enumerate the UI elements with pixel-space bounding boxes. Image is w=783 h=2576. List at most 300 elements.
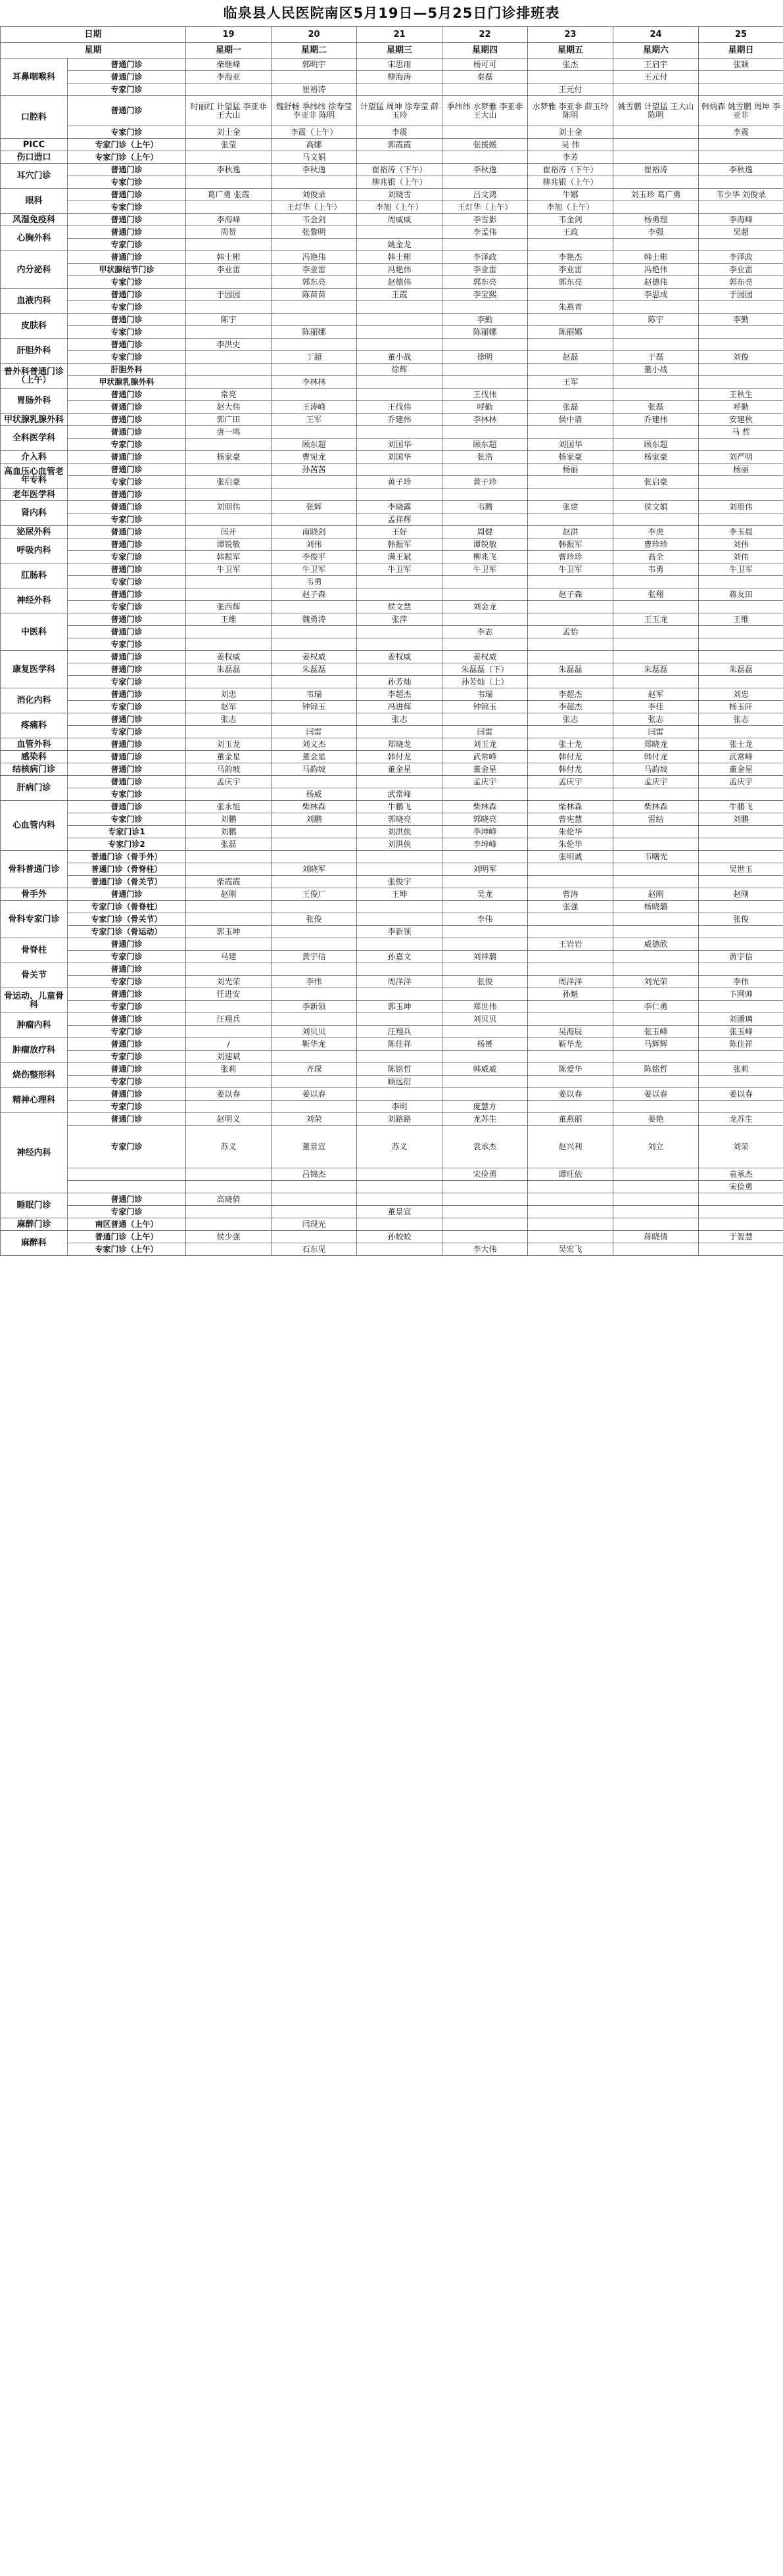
doctor-cell — [613, 489, 699, 501]
doctor-cell: 王岩岩 — [528, 938, 613, 951]
doctor-cell — [272, 776, 357, 788]
doctor-cell: 张明诚 — [528, 851, 613, 863]
doctor-cell: 刘贝贝 — [272, 1026, 357, 1038]
doctor-cell — [528, 726, 613, 738]
doctor-cell: 韩付龙 — [528, 751, 613, 763]
doctor-cell: 张萍 — [357, 613, 442, 626]
department-cell: 皮肤科 — [1, 314, 68, 339]
department-cell: 烧伤整形科 — [1, 1063, 68, 1088]
doctor-cell: 闫现光 — [272, 1218, 357, 1231]
clinic-type-cell: 普通门诊 — [68, 1013, 186, 1026]
doctor-cell: 郭晓亮 — [357, 813, 442, 826]
doctor-cell: 安建秋 — [699, 414, 783, 426]
doctor-cell: 吴超 — [699, 226, 783, 239]
doctor-cell: 陈丽娜 — [272, 326, 357, 339]
doctor-cell: 李海亚 — [186, 71, 272, 83]
weekday-cell: 星期日 — [699, 43, 783, 59]
doctor-cell: 李伟 — [272, 976, 357, 988]
doctor-cell — [699, 439, 783, 451]
doctor-cell — [528, 863, 613, 876]
doctor-cell: 牛卫军 — [699, 563, 783, 576]
doctor-cell: 王军 — [272, 414, 357, 426]
doctor-cell: 韦瑞 — [272, 688, 357, 701]
doctor-cell — [699, 726, 783, 738]
doctor-cell: 王元付 — [613, 71, 699, 83]
date-cell: 24 — [613, 27, 699, 43]
clinic-type-cell: 专家门诊 — [68, 576, 186, 588]
doctor-cell: 孙蛟蛟 — [357, 1231, 442, 1243]
schedule-row — [1, 738, 783, 751]
doctor-cell: 柴林森 — [528, 801, 613, 813]
doctor-cell: 蒋晓倩 — [613, 1231, 699, 1243]
schedule-row — [1, 264, 783, 276]
doctor-cell: 秦磊 — [442, 71, 528, 83]
doctor-cell — [272, 851, 357, 863]
clinic-type-cell: 普通门诊 — [68, 251, 186, 264]
schedule-row — [1, 713, 783, 726]
doctor-cell — [613, 201, 699, 214]
doctor-cell: 赵子森 — [272, 588, 357, 601]
schedule-row — [1, 1206, 783, 1218]
doctor-cell: 张磊 — [528, 401, 613, 414]
clinic-type-cell: 甲状腺乳腺外科 — [68, 376, 186, 389]
clinic-type-cell: 普通门诊 — [68, 663, 186, 676]
doctor-cell: 袁承杰 — [699, 1168, 783, 1181]
doctor-cell: 刘金龙 — [442, 601, 528, 613]
doctor-cell — [272, 476, 357, 489]
schedule-row — [1, 164, 783, 176]
doctor-cell: 张杰 — [528, 59, 613, 71]
schedule-row — [1, 1231, 783, 1243]
doctor-cell: 韩振军 — [357, 538, 442, 551]
doctor-cell: 崔裕涛（下午） — [528, 164, 613, 176]
doctor-cell — [613, 151, 699, 164]
doctor-cell: 卞网帅 — [699, 988, 783, 1001]
doctor-cell: 苏义 — [357, 1126, 442, 1168]
doctor-cell — [442, 576, 528, 588]
schedule-row — [1, 838, 783, 851]
doctor-cell: 王军 — [528, 376, 613, 389]
doctor-cell: 靳华龙 — [272, 1038, 357, 1051]
doctor-cell — [699, 364, 783, 376]
doctor-cell: 马建 — [186, 951, 272, 963]
clinic-type-cell: 普通门诊 — [68, 226, 186, 239]
schedule-row — [1, 59, 783, 71]
doctor-cell: 高娜 — [272, 139, 357, 151]
schedule-row — [1, 226, 783, 239]
doctor-cell — [613, 83, 699, 96]
doctor-cell: 刘路路 — [357, 1113, 442, 1126]
doctor-cell — [528, 1076, 613, 1088]
doctor-cell — [613, 464, 699, 476]
doctor-cell: 董金星 — [699, 763, 783, 776]
doctor-cell: 李俊平 — [272, 551, 357, 563]
schedule-row — [1, 813, 783, 826]
doctor-cell: 谭旺依 — [528, 1168, 613, 1181]
doctor-cell — [357, 1013, 442, 1026]
doctor-cell — [357, 988, 442, 1001]
clinic-type-cell: 专家门诊 — [68, 1126, 186, 1168]
clinic-type-cell: 专家门诊（上午） — [68, 151, 186, 164]
doctor-cell: 李洪史 — [186, 339, 272, 351]
doctor-cell: 黄宇信 — [699, 951, 783, 963]
clinic-type-cell: 普通门诊 — [68, 713, 186, 726]
schedule-row — [1, 751, 783, 763]
doctor-cell: 姜以春 — [272, 1088, 357, 1101]
doctor-cell: 吴海辰 — [528, 1026, 613, 1038]
doctor-cell: 冯艳伟 — [272, 251, 357, 264]
clinic-type-cell: 普通门诊 — [68, 289, 186, 301]
doctor-cell: 韦金剑 — [272, 214, 357, 226]
doctor-cell — [272, 513, 357, 526]
doctor-cell: 李业雷 — [699, 264, 783, 276]
schedule-row — [1, 988, 783, 1001]
department-cell: 高血压心血管老年专科 — [1, 464, 68, 489]
doctor-cell: 齐琛 — [272, 1063, 357, 1076]
doctor-cell — [528, 576, 613, 588]
schedule-row — [1, 551, 783, 563]
doctor-cell — [699, 83, 783, 96]
department-cell: 心血管内科 — [1, 801, 68, 851]
doctor-cell: 王玉龙 — [613, 613, 699, 626]
department-cell: 伤口造口 — [1, 151, 68, 164]
doctor-cell: 赵刚 — [699, 888, 783, 901]
doctor-cell — [272, 1076, 357, 1088]
department-cell: 感染科 — [1, 751, 68, 763]
doctor-cell: 杨丽 — [699, 464, 783, 476]
doctor-cell: 韩炳森 姚雪鹏 周坤 李亚非 — [699, 96, 783, 126]
doctor-cell: 赵刚 — [186, 888, 272, 901]
doctor-cell — [528, 364, 613, 376]
clinic-type-cell: 普通门诊 — [68, 763, 186, 776]
doctor-cell — [699, 176, 783, 189]
doctor-cell: 于智慧 — [699, 1231, 783, 1243]
schedule-row — [1, 1013, 783, 1026]
doctor-cell: 赵刚 — [613, 888, 699, 901]
doctor-cell: 郭玉坤 — [186, 926, 272, 938]
doctor-cell: 季纬纬 水梦雅 李亚非 王大山 — [442, 96, 528, 126]
doctor-cell — [186, 239, 272, 251]
clinic-type-cell: 普通门诊（骨关节） — [68, 876, 186, 888]
doctor-cell — [613, 601, 699, 613]
doctor-cell: 吕文鸿 — [442, 189, 528, 201]
doctor-cell: 刘贝贝 — [442, 1013, 528, 1026]
schedule-row — [1, 951, 783, 963]
doctor-cell: 李玉晨 — [699, 526, 783, 538]
doctor-cell — [613, 676, 699, 688]
doctor-cell — [442, 588, 528, 601]
doctor-cell — [699, 963, 783, 976]
doctor-cell: 朱伦华 — [528, 838, 613, 851]
doctor-cell — [442, 1231, 528, 1243]
doctor-cell — [272, 1101, 357, 1113]
clinic-type-cell: 专家门诊1 — [68, 826, 186, 838]
schedule-row — [1, 1243, 783, 1256]
department-cell: 呼吸内科 — [1, 538, 68, 563]
doctor-cell: 张志 — [357, 713, 442, 726]
doctor-cell: 董金星 — [272, 751, 357, 763]
schedule-row — [1, 289, 783, 301]
doctor-cell: 韦勇 — [272, 576, 357, 588]
doctor-cell: 刘荣 — [272, 1113, 357, 1126]
doctor-cell — [357, 913, 442, 926]
doctor-cell — [528, 513, 613, 526]
doctor-cell — [699, 326, 783, 339]
doctor-cell: 王伐伟 — [442, 389, 528, 401]
doctor-cell — [272, 988, 357, 1001]
doctor-cell — [272, 1206, 357, 1218]
doctor-cell: 张俊 — [442, 976, 528, 988]
doctor-cell: 韩威威 — [442, 1063, 528, 1076]
doctor-cell: 牛娜 — [528, 189, 613, 201]
doctor-cell: 刘伟 — [272, 538, 357, 551]
doctor-cell: 孟怡 — [528, 626, 613, 638]
doctor-cell: 刘朋伟 — [699, 501, 783, 513]
doctor-cell: 刘潘璃 — [699, 1013, 783, 1026]
doctor-cell — [613, 176, 699, 189]
doctor-cell: 刘鹏 — [186, 826, 272, 838]
schedule-row — [1, 501, 783, 513]
doctor-cell — [699, 851, 783, 863]
doctor-cell — [442, 151, 528, 164]
doctor-cell: 韩振军 — [528, 538, 613, 551]
doctor-cell — [528, 651, 613, 663]
schedule-row — [1, 1181, 783, 1193]
doctor-cell: 周健 — [442, 526, 528, 538]
clinic-type-cell: 普通门诊 — [68, 189, 186, 201]
doctor-cell: 杨家豪 — [613, 451, 699, 464]
doctor-cell: 郭广田 — [186, 414, 272, 426]
doctor-cell: 时丽红 计望猛 李亚非 王大山 — [186, 96, 272, 126]
doctor-cell — [442, 464, 528, 476]
doctor-cell — [528, 339, 613, 351]
doctor-cell: 姜权威 — [186, 651, 272, 663]
doctor-cell: 侯中请 — [528, 414, 613, 426]
date-cell: 23 — [528, 27, 613, 43]
doctor-cell: 牛卫军 — [357, 563, 442, 576]
doctor-cell: 张黎明 — [272, 226, 357, 239]
clinic-type-cell: 专家门诊（骨脊柱） — [68, 901, 186, 913]
schedule-row — [1, 913, 783, 926]
doctor-cell: 李超杰 — [528, 688, 613, 701]
doctor-cell: 刘伟 — [699, 551, 783, 563]
doctor-cell: 张志 — [613, 713, 699, 726]
doctor-cell — [272, 71, 357, 83]
doctor-cell: 计望猛 周坤 徐寿莹 薛玉玲 — [357, 96, 442, 126]
schedule-row — [1, 638, 783, 651]
doctor-cell — [357, 1181, 442, 1193]
doctor-cell: 柴林森 — [613, 801, 699, 813]
clinic-type-cell: 普通门诊（上午） — [68, 1231, 186, 1243]
doctor-cell — [442, 489, 528, 501]
doctor-cell: 赵大伟 — [186, 401, 272, 414]
doctor-cell — [186, 1243, 272, 1256]
doctor-cell: 于园园 — [186, 289, 272, 301]
doctor-cell: 李旭（上午） — [528, 201, 613, 214]
clinic-type-cell: 普通门诊 — [68, 96, 186, 126]
doctor-cell — [186, 1101, 272, 1113]
department-cell: 精神心理科 — [1, 1088, 68, 1113]
clinic-type-cell: 普通门诊 — [68, 1088, 186, 1101]
clinic-type-cell: 专家门诊 — [68, 176, 186, 189]
clinic-type-cell: 专家门诊 — [68, 976, 186, 988]
clinic-type-cell: 普通门诊 — [68, 71, 186, 83]
department-cell: 骨手外 — [1, 888, 68, 901]
doctor-cell — [442, 963, 528, 976]
department-cell: 麻醉科 — [1, 1231, 68, 1256]
schedule-row — [1, 538, 783, 551]
clinic-type-cell: 普通门诊 — [68, 59, 186, 71]
department-cell: 血管外科 — [1, 738, 68, 751]
doctor-cell: 董燕丽 — [528, 1113, 613, 1126]
doctor-cell — [186, 1181, 272, 1193]
doctor-cell — [613, 1076, 699, 1088]
doctor-cell: 姚雪鹏 计望猛 王大山 陈明 — [613, 96, 699, 126]
doctor-cell: 马韵坡 — [613, 763, 699, 776]
doctor-cell: 韩付龙 — [528, 763, 613, 776]
doctor-cell: 李新领 — [272, 1001, 357, 1013]
department-cell: 肝病门诊 — [1, 776, 68, 801]
doctor-cell: 王坤 — [357, 888, 442, 901]
doctor-cell — [272, 1231, 357, 1243]
doctor-cell — [613, 913, 699, 926]
clinic-type-cell: 南区普通（上午） — [68, 1218, 186, 1231]
clinic-type-cell: 普通门诊 — [68, 738, 186, 751]
clinic-type-cell — [68, 1181, 186, 1193]
doctor-cell: 陈苗苗 — [272, 289, 357, 301]
schedule-row — [1, 826, 783, 838]
doctor-cell: 李业雷 — [442, 264, 528, 276]
doctor-cell: 李泽政 — [442, 251, 528, 264]
doctor-cell: 刘光荣 — [186, 976, 272, 988]
doctor-cell: 水梦雅 李亚非 薛玉玲 陈明 — [528, 96, 613, 126]
doctor-cell — [357, 489, 442, 501]
doctor-cell — [186, 901, 272, 913]
clinic-type-cell: 专家门诊（骨关节） — [68, 913, 186, 926]
doctor-cell: 唐一鸣 — [186, 426, 272, 439]
doctor-cell — [528, 1051, 613, 1063]
doctor-cell — [528, 1206, 613, 1218]
schedule-row — [1, 214, 783, 226]
doctor-cell: 李新领 — [357, 926, 442, 938]
doctor-cell — [272, 1181, 357, 1193]
doctor-cell — [186, 726, 272, 738]
doctor-cell: 柴林森 — [442, 801, 528, 813]
doctor-cell: 闫雷 — [442, 726, 528, 738]
doctor-cell — [528, 638, 613, 651]
clinic-type-cell: 专家门诊 — [68, 301, 186, 314]
doctor-cell — [613, 788, 699, 801]
doctor-cell — [699, 1193, 783, 1206]
schedule-row — [1, 613, 783, 626]
doctor-cell: 王维 — [186, 613, 272, 626]
department-cell: 风湿免疫科 — [1, 214, 68, 226]
doctor-cell: 刘士金 — [186, 126, 272, 139]
doctor-cell: 董金星 — [186, 751, 272, 763]
doctor-cell: 吴宏飞 — [528, 1243, 613, 1256]
doctor-cell — [186, 863, 272, 876]
schedule-row — [1, 588, 783, 601]
doctor-cell: 孟祥辉 — [357, 513, 442, 526]
clinic-type-cell: 专家门诊 — [68, 726, 186, 738]
doctor-cell — [699, 901, 783, 913]
doctor-cell: 郑晓龙 — [613, 738, 699, 751]
doctor-cell — [357, 1243, 442, 1256]
doctor-cell: 杨勇理 — [613, 214, 699, 226]
doctor-cell — [357, 151, 442, 164]
doctor-cell — [699, 376, 783, 389]
clinic-type-cell: 专家门诊 — [68, 439, 186, 451]
doctor-cell — [442, 426, 528, 439]
doctor-cell — [528, 476, 613, 489]
doctor-cell: 呼勤 — [699, 401, 783, 414]
doctor-cell: 李震（上午） — [272, 126, 357, 139]
doctor-cell — [272, 176, 357, 189]
doctor-cell — [613, 139, 699, 151]
schedule-row — [1, 1126, 783, 1168]
schedule-row — [1, 401, 783, 414]
doctor-cell — [186, 1001, 272, 1013]
doctor-cell: 徐辉 — [357, 364, 442, 376]
doctor-cell: 韩付龙 — [357, 751, 442, 763]
doctor-cell: 王好 — [357, 526, 442, 538]
doctor-cell: 宋思雨 — [357, 59, 442, 71]
doctor-cell: 牛卫军 — [528, 563, 613, 576]
doctor-cell — [613, 426, 699, 439]
doctor-cell: 韦瑞 — [442, 688, 528, 701]
schedule-row — [1, 83, 783, 96]
doctor-cell — [613, 339, 699, 351]
doctor-cell — [442, 1088, 528, 1101]
doctor-cell: 朱伦华 — [528, 826, 613, 838]
doctor-cell: 刘玉龙 — [442, 738, 528, 751]
doctor-cell: 李震 — [357, 126, 442, 139]
doctor-cell — [613, 513, 699, 526]
schedule-row — [1, 426, 783, 439]
doctor-cell: 谭锐敏 — [442, 538, 528, 551]
clinic-type-cell: 专家门诊（骨运动） — [68, 926, 186, 938]
doctor-cell: 李林林 — [272, 376, 357, 389]
doctor-cell: 姜以春 — [613, 1088, 699, 1101]
doctor-cell: 张磊 — [186, 838, 272, 851]
doctor-cell — [442, 613, 528, 626]
doctor-cell: 赵洪 — [528, 526, 613, 538]
doctor-cell: 董金星 — [357, 763, 442, 776]
doctor-cell: 马韵坡 — [272, 763, 357, 776]
doctor-cell: 黄宇信 — [272, 951, 357, 963]
clinic-type-cell: 专家门诊 — [68, 601, 186, 613]
clinic-type-cell: 普通门诊 — [68, 164, 186, 176]
schedule-row — [1, 96, 783, 126]
doctor-cell: 龙苏生 — [699, 1113, 783, 1126]
doctor-cell — [272, 364, 357, 376]
doctor-cell: 张西辉 — [186, 601, 272, 613]
doctor-cell: 靳华龙 — [528, 1038, 613, 1051]
schedule-row — [1, 326, 783, 339]
doctor-cell: 刘光荣 — [613, 976, 699, 988]
doctor-cell: 吴龙 — [442, 888, 528, 901]
doctor-cell: 张建 — [528, 501, 613, 513]
doctor-cell: 李坤峰 — [442, 826, 528, 838]
doctor-cell — [528, 1218, 613, 1231]
doctor-cell: 刘士金 — [528, 126, 613, 139]
doctor-cell — [442, 513, 528, 526]
doctor-cell — [442, 926, 528, 938]
doctor-cell: 张启豪 — [613, 476, 699, 489]
doctor-cell: 陈铭哲 — [613, 1063, 699, 1076]
doctor-cell — [613, 301, 699, 314]
department-cell: 甲状腺乳腺外科 — [1, 414, 68, 426]
